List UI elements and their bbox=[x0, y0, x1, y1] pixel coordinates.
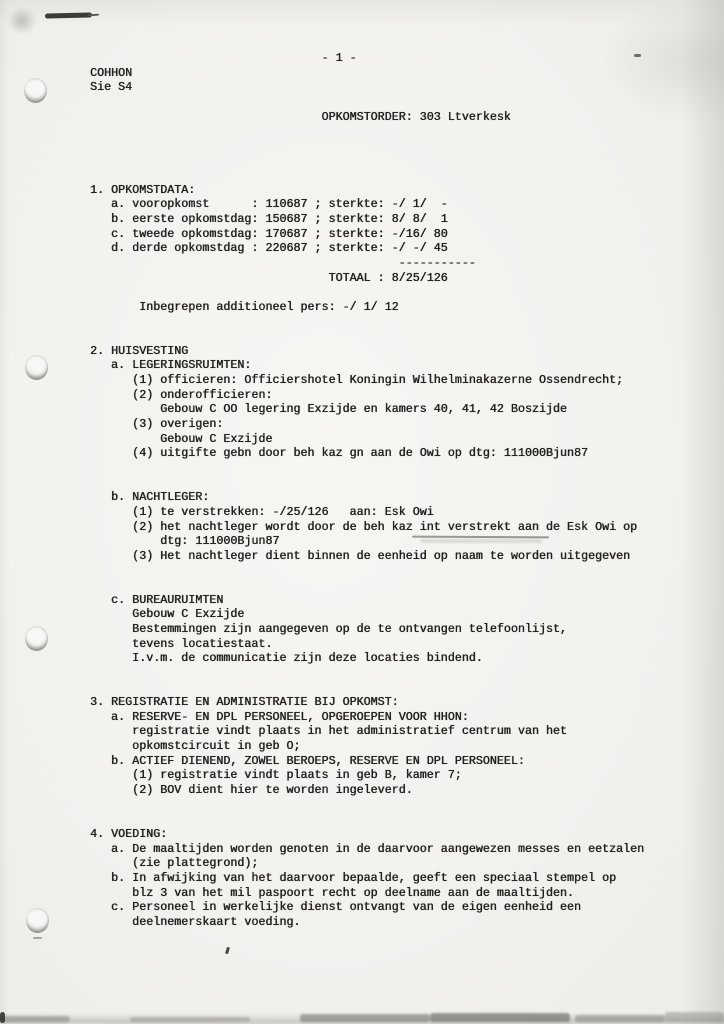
document-line: TOTAAL : 8/25/126 bbox=[90, 270, 448, 285]
document-line: (3) Het nachtleger dient binnen de eenheid op naam te worden uitgegeven bbox=[90, 548, 631, 563]
document-line: (1) officieren: Officiershotel Koningin Wilhelminakazerne Ossendrecht; bbox=[90, 373, 624, 388]
document-line: b. In afwijking van het daarvoor bepaalde, geeft een speciaal stempel op bbox=[90, 870, 617, 885]
document-line: (zie plattegrond); bbox=[90, 856, 259, 871]
pen-mark-tail bbox=[88, 14, 99, 17]
punch-hole-1 bbox=[24, 78, 47, 103]
document-line: 2. HUISVESTING bbox=[90, 343, 189, 358]
document-line: COHHON bbox=[90, 65, 133, 80]
document-line bbox=[90, 681, 724, 696]
document-line bbox=[90, 812, 724, 827]
document-line: (2) het nachtleger wordt door de beh kaz int verstrekt aan de Esk Owi op bbox=[90, 519, 638, 534]
document-line bbox=[90, 139, 724, 154]
document-line: (2) BOV dient hier te worden ingeleverd. bbox=[90, 783, 413, 798]
document-line: c. tweede opkomstdag: 170687 ; sterkte: -/16/ 80 bbox=[90, 226, 448, 241]
document-line: a. RESERVE- EN DPL PERSONEEL, OPGEROEPEN VOOR HHON: bbox=[90, 709, 469, 724]
document-line: a. vooropkomst : 110687 ; sterkte: -/ 1/ - bbox=[90, 197, 448, 212]
document-line bbox=[90, 124, 724, 139]
document-line: blz 3 van het mil paspoort recht op deelname aan de maaltijden. bbox=[90, 885, 574, 900]
document-line: (3) overigen: bbox=[90, 417, 224, 432]
document-line: a. De maaltijden worden genoten in de daarvoor aangewezen messes en eetzalen bbox=[90, 841, 645, 856]
document-line: Gebouw C Exzijde bbox=[90, 607, 245, 622]
document-line: (1) te verstrekken: -/25/126 aan: Esk Owi bbox=[90, 504, 434, 519]
scan-edge-smudge bbox=[0, 1016, 70, 1022]
document-line: OPKOMSTORDER: 303 Ltverkesk bbox=[90, 109, 511, 124]
document-line: I.v.m. de communicatie zijn deze locaties bindend. bbox=[90, 651, 483, 666]
document-line bbox=[90, 95, 724, 110]
document-line: a. LEGERINGSRUIMTEN: bbox=[90, 358, 252, 373]
scan-edge-smudge bbox=[130, 1017, 250, 1022]
document-line bbox=[90, 476, 724, 491]
scan-edge-smudge bbox=[300, 1014, 430, 1022]
document-line: c. BUREAURUIMTEN bbox=[90, 592, 224, 607]
document-line bbox=[90, 461, 724, 476]
document-line: (4) uitgifte gebn door beh kaz gn aan de Owi op dtg: 111000Bjun87 bbox=[90, 446, 588, 461]
document-line: ----------- bbox=[90, 255, 476, 270]
scan-edge-smudge bbox=[575, 1015, 665, 1022]
document-line bbox=[90, 168, 724, 183]
document-line: dtg: 111000Bjun87 bbox=[90, 534, 280, 549]
document-line bbox=[90, 563, 724, 578]
document-line: Gebouw C Exzijde bbox=[90, 431, 273, 446]
document-line: c. Personeel in werkelijke dienst ontvangt van de eigen eenheid een bbox=[90, 900, 581, 915]
document-line: registratie vindt plaats in het administratief centrum van het bbox=[90, 724, 567, 739]
document-line: Bestemmingen zijn aangegeven op de te ontvangen telefoonlijst, bbox=[90, 621, 567, 636]
document-line: b. ACTIEF DIENEND, ZOWEL BEROEPS, RESERVE EN DPL PERSONEEL: bbox=[90, 753, 525, 768]
document-line: Inbegrepen additioneel pers: -/ 1/ 12 bbox=[90, 299, 399, 314]
punch-hole-2 bbox=[25, 355, 48, 380]
document-line: opkomstcircuit in geb O; bbox=[90, 739, 301, 754]
document-line: deelnemerskaart voeding. bbox=[90, 914, 301, 929]
pencil-smear bbox=[420, 539, 542, 543]
document-line: (1) registratie vindt plaats in geb B, kamer 7; bbox=[90, 768, 462, 783]
document-line: d. derde opkomstdag : 220687 ; sterkte: -/ -/ 45 bbox=[90, 241, 448, 256]
document-line: 4. VOEDING: bbox=[90, 826, 168, 841]
document-line bbox=[90, 329, 724, 344]
document-line bbox=[90, 798, 724, 813]
scan-speck-bottom bbox=[225, 947, 230, 955]
document-line: (2) onderofficieren: bbox=[90, 387, 273, 402]
document-line: Gebouw C OO legering Exzijde en kamers 40, 41, 42 Boszijde bbox=[90, 402, 567, 417]
punch-hole-smudge bbox=[33, 937, 42, 939]
scan-edge-smudge bbox=[430, 1013, 570, 1022]
document-line: b. eerste opkomstdag: 150687 ; sterkte: 8/ 8/ 1 bbox=[90, 212, 448, 227]
document-line bbox=[90, 153, 724, 168]
document-line bbox=[90, 578, 724, 593]
scan-smudge-top-left bbox=[6, 6, 38, 36]
punch-hole-4 bbox=[26, 908, 49, 933]
document-line: b. NACHTLEGER: bbox=[90, 490, 210, 505]
document-line bbox=[90, 666, 724, 681]
document-line: 3. REGISTRATIE EN ADMINISTRATIE BIJ OPKOMST: bbox=[90, 695, 399, 710]
pen-mark-top-left bbox=[45, 12, 92, 18]
scan-edge-corner-mark bbox=[0, 1012, 5, 1023]
document-line: Sie S4 bbox=[90, 80, 133, 95]
punch-hole-3 bbox=[25, 626, 48, 651]
document-line bbox=[90, 315, 724, 330]
document-line: tevens locatiestaat. bbox=[90, 636, 273, 651]
scan-edge-smudge bbox=[665, 1012, 724, 1022]
document-line bbox=[90, 285, 724, 300]
document-line: 1. OPKOMSTDATA: bbox=[90, 182, 196, 197]
document-line: - 1 - bbox=[90, 51, 357, 65]
document-text bbox=[90, 51, 724, 929]
